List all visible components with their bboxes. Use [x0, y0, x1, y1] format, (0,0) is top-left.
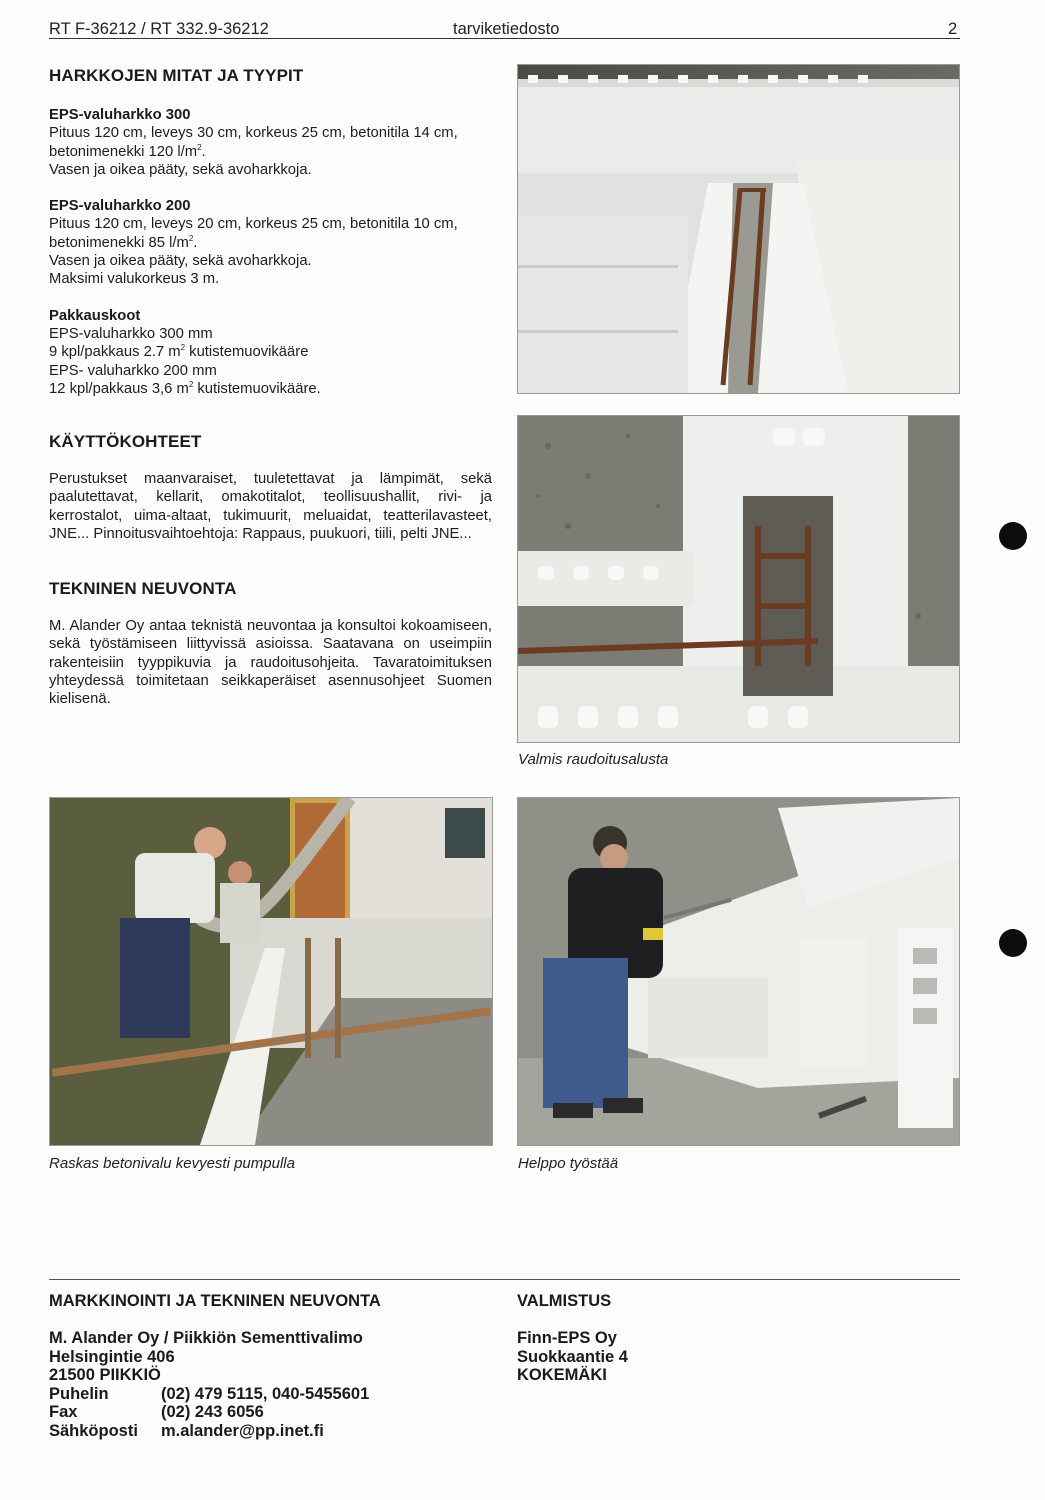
block-200-line2: betonimenekki 85 $l/m^2$. [49, 233, 198, 251]
caption-rebar: Valmis raudoitusalusta [518, 751, 669, 768]
marketing-title: MARKKINOINTI JA TEKNINEN NEUVONTA [49, 1292, 381, 1310]
page-number: 2 [948, 20, 958, 38]
photo-eps-walls-rebar [517, 64, 960, 394]
marketing-street: Helsingintie 406 [49, 1347, 175, 1366]
block-200-line4: Maksimi valukorkeus 3 m. [49, 271, 220, 288]
advice-title: TEKNINEN NEUVONTA [49, 579, 237, 598]
doc-code: RT F-36212 / RT 332.9-36212 [49, 20, 269, 38]
binder-hole-upper [999, 522, 1027, 550]
packages [49, 307, 492, 398]
dimensions-title: HARKKOJEN MITAT JA TYYPIT [49, 66, 304, 85]
uses-title: KÄYTTÖKOHTEET [49, 432, 202, 451]
doc-type: tarviketiedosto [453, 20, 560, 38]
block-200-line1: Pituus 120 cm, leveys 20 cm, korkeus 25 cm, betonitila 10 cm, [49, 216, 458, 233]
header-rule [49, 38, 960, 39]
binder-hole-lower [999, 929, 1027, 957]
block-200 [49, 197, 492, 288]
photo-concrete-pumping [49, 797, 493, 1146]
uses-text: Perustukset maanvaraiset, tuuletettavat ja lämpimät, sekä paalutettavat, kellarit, omakotitalot, teollisuushallit, rivi- ja kerrostalot, uima-altaat, tukimuurit, meluaidat, teatterilavasteet, JNE... Pinnoitusvaihtoehtoja: Rappaus, puukuori, tiili, pelti JNE... [49, 471, 492, 542]
caption-easy: Helppo työstää [518, 1155, 619, 1172]
footer-rule [49, 1279, 960, 1280]
manufacturer-company: Finn-EPS Oy [517, 1329, 617, 1347]
block-200-line3: Vasen ja oikea pääty, sekä avoharkkoja. [49, 253, 312, 270]
package-line-3: EPS- valuharkko 200 mm [49, 362, 217, 379]
block-300-name: EPS-valuharkko 300 [49, 107, 191, 123]
left-column [49, 66, 492, 398]
block-200-name: EPS-valuharkko 200 [49, 198, 191, 215]
block-300-line3: Vasen ja oikea pääty, sekä avoharkkoja. [49, 161, 312, 178]
email-row: Sähköposti m.alander@pp.inet.fi [49, 1421, 324, 1440]
phone-row: Puhelin (02) 479 5115, 040-5455601 [49, 1384, 370, 1403]
block-300-line1: Pituus 120 cm, leveys 30 cm, korkeus 25 cm, betonitila 14 cm, [49, 125, 458, 142]
block-300-line2: betonimenekki 120 $l/m^2$. [49, 142, 206, 160]
marketing-contact [49, 1329, 369, 1441]
photo-cutting-blocks [517, 797, 960, 1146]
manufacturer-contact [517, 1329, 628, 1385]
photo-rebar-corner [517, 415, 960, 743]
fax-row: Fax (02) 243 6056 [49, 1403, 264, 1422]
manufacturer-title: VALMISTUS [517, 1292, 612, 1310]
manufacturer-city: KOKEMÄKI [517, 1366, 607, 1385]
caption-pump: Raskas betonivalu kevyesti pumpulla [49, 1155, 295, 1172]
marketing-city: 21500 PIIKKIÖ [49, 1366, 161, 1385]
package-line-1: EPS-valuharkko 300 mm [49, 325, 213, 342]
block-300 [49, 106, 492, 179]
advice-text: M. Alander Oy antaa teknistä neuvontaa ja konsultoi kokoamiseen, sekä työstämiseen liittyvissä asioissa. Saatavana on useimpiin rakenteisiin tyyppikuvia ja raudoitusohjeita. Tavaratoimituksen yhteydessä toimitetaan seikkaperäiset asennusohjeet Suomen kielisenä. [49, 618, 492, 708]
email-link[interactable]: m.alander@pp.inet.fi [161, 1421, 324, 1440]
manufacturer-street: Suokkaantie 4 [517, 1347, 628, 1366]
marketing-company: M. Alander Oy / Piikkiön Sementtivalimo [49, 1329, 363, 1347]
package-line-2: 9 kpl/pakkaus 2.7 $m^2$ kutistemuovikääre [49, 343, 309, 361]
package-line-4: 12 kpl/pakkaus 3,6 $m^2$ kutistemuovikääre. [49, 379, 321, 397]
packages-title: Pakkauskoot [49, 307, 141, 324]
